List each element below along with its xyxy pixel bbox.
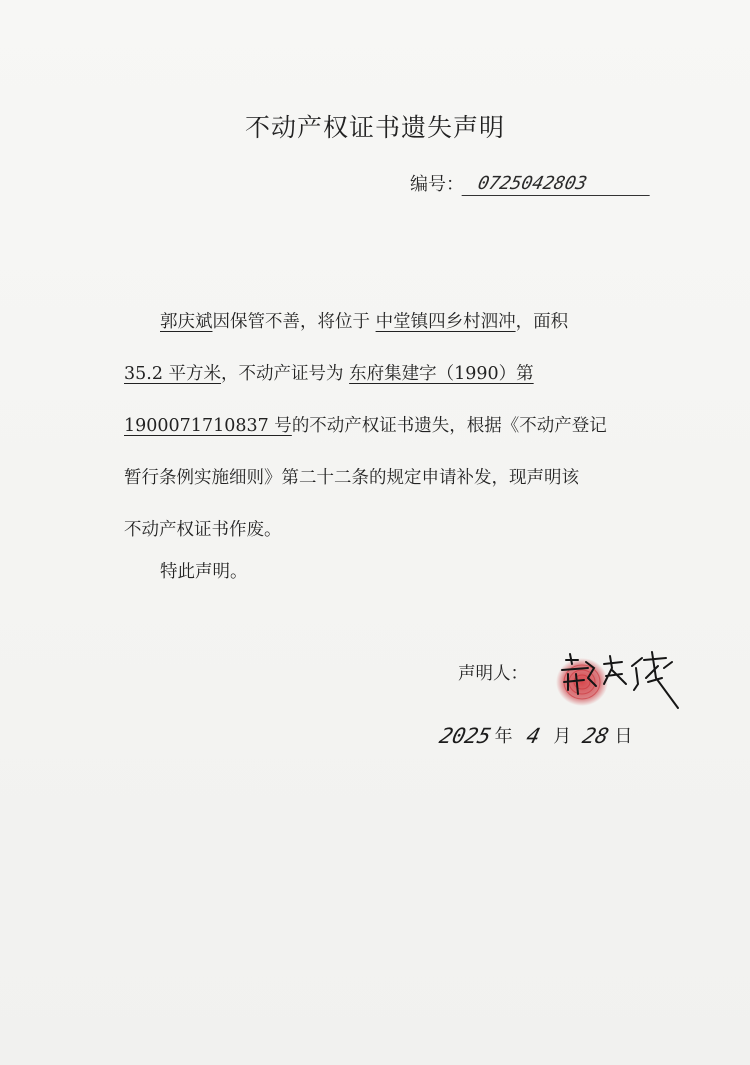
date-day: 28 [580, 724, 612, 748]
signature-with-fingerprint-icon [548, 638, 698, 718]
certificate-number-part2: 1900071710837 号 [124, 416, 292, 436]
document-title: 不动产权证书遗失声明 [244, 113, 505, 142]
property-location: 中堂镇四乡村泗冲 [375, 312, 516, 332]
body-text-6: 不动产权证书作废。 [124, 520, 282, 540]
date-year-unit: 年 [494, 726, 513, 747]
date-day-unit: 日 [614, 726, 633, 747]
serial-label: 编号： [410, 174, 464, 195]
owner-name: 郭庆斌 [160, 312, 213, 332]
serial-number [410, 170, 652, 196]
signer-label: 声明人： [458, 664, 528, 684]
certificate-number-part1: 东府集建字（1990）第 [349, 364, 534, 384]
date-month: 4 [523, 724, 543, 748]
property-area: 35.2 平方米 [124, 364, 222, 384]
closing-statement: 特此声明。 [160, 562, 248, 582]
date-year: 2025 [437, 724, 494, 748]
body-text-4: 的不动产权证书遗失，根据《不动产登记 [291, 416, 607, 436]
date-month-unit: 月 [553, 726, 572, 747]
statement-body [124, 296, 654, 556]
body-text-5: 暂行条例实施细则》第二十二条的规定申请补发，现声明该 [124, 468, 579, 488]
body-text-3: ，不动产证号为 [221, 364, 344, 384]
body-text-1: 因保管不善，将位于 [212, 312, 370, 332]
body-text-2: ，面积 [515, 312, 569, 332]
serial-value: 0725042803 [462, 173, 655, 196]
signing-date [437, 722, 633, 748]
